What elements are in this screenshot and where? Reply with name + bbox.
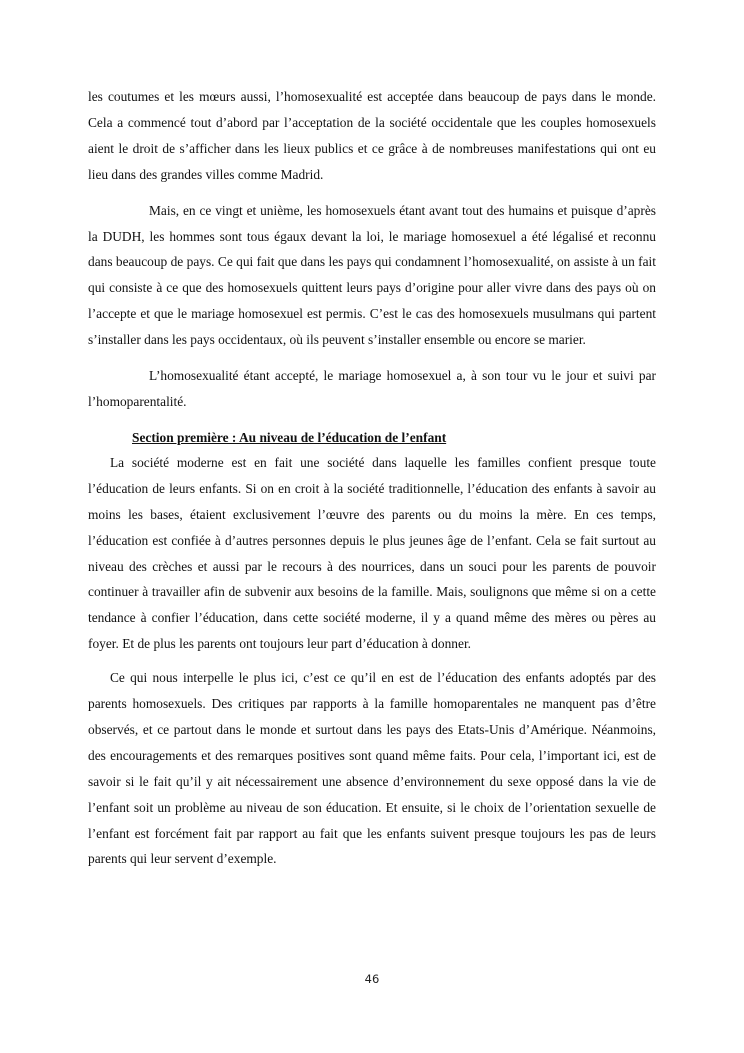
paragraph-homoparentalite: L’homosexualité étant accepté, le mariage homosexuel a, à son tour vu le jour et suivi par l’homoparentalité.	[88, 368, 656, 409]
paragraph-interpelle: Ce qui nous interpelle le plus ici, c’est ce qu’il en est de l’éducation des enfants adoptés par des parents homosexuels. Des critiques par rapports à la famille homoparentales ne manquent pas d’être observés, et ce partout dans le monde et surtout dans les pays des Etats-Unis d’Amérique. Néanmoins, des encouragements et des remarques positives sont quand même faits. Pour cela, l’important ici, est de savoir si le fait qu’il y ait nécessairement une absence d’environnement du sexe opposé dans la vie de l’enfant soit un problème au niveau de son éducation. Et ensuite, si le choix de l’orientation sexuelle de l’enfant est forcément fait par rapport au fait que les enfants suivent presque toujours les pas de leurs parents qui leur servent d’exemple.	[88, 670, 656, 867]
paragraph-societe-moderne: La société moderne est en fait une société dans laquelle les familles confient presque toute l’éducation de leurs enfants. Si on en croit à la société traditionnelle, l’éducation des enfants à savoir au moins les bases, étaient exclusivement l’œuvre des parents ou du moins la mère. En ces temps, l’éducation est confiée à d’autres personnes depuis le plus jeunes âge de l’enfant. Cela se fait surtout au niveau des crèches et aussi par le recours à des nourrices, dans un souci pour les parents de pouvoir continuer à travailler afin de subvenir aux besoins de la famille. Mais, soulignons que même si on a cette tendance à confier l’éducation, dans cette société moderne, il y a quand même des mères ou pères au foyer. Et de plus les parents ont toujours leur part d’éducation à donner.	[88, 454, 656, 652]
paragraph-intro: les coutumes et les mœurs aussi, l’homosexualité est acceptée dans beaucoup de pays dans le monde. Cela a commencé tout d’abord par l’acceptation de la société occidentale que les couples homosexuels aient le droit de s’afficher dans les lieux publics et ce grâce à de nombreuses manifestations qui ont eu lieu dans des grandes villes comme Madrid.	[88, 89, 656, 182]
section-heading: Section première : Au niveau de l’éducation de l’enfant	[132, 429, 447, 445]
paragraph-dudh: Mais, en ce vingt et unième, les homosexuels étant avant tout des humains et puisque d’après la DUDH, les hommes sont tous égaux devant la loi, le mariage homosexuel a été légalisé et reconnu dans beaucoup de pays. Ce qui fait que dans les pays qui condamnent l’homosexualité, on assiste à un fait qui consiste à ce que des homosexuels quittent leurs pays d’origine pour aller vivre dans des pays où on l’accepte et que le mariage homosexuel est permis. C’est le cas des homosexuels musulmans qui partent s’installer dans les pays occidentaux, où ils peuvent s’installer ensemble ou encore se marier.	[88, 202, 656, 348]
page-number: 46	[364, 972, 380, 986]
document-page	[88, 84, 656, 872]
